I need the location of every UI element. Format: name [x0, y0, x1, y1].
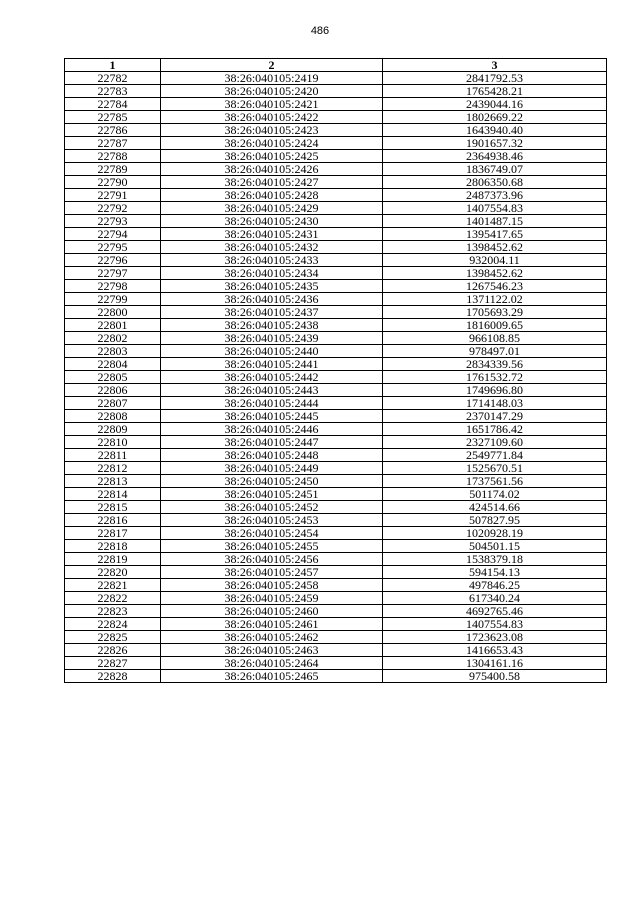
cadastral-number-cell: 38:26:040105:2446	[161, 423, 383, 436]
value-cell: 1407554.83	[383, 202, 607, 215]
value-cell: 1836749.07	[383, 163, 607, 176]
cadastral-number-cell: 38:26:040105:2451	[161, 488, 383, 501]
table-row	[65, 540, 607, 553]
cadastral-number-cell: 38:26:040105:2442	[161, 371, 383, 384]
row-number-cell: 22794	[65, 228, 161, 241]
row-number-cell: 22798	[65, 280, 161, 293]
cadastral-number-cell: 38:26:040105:2460	[161, 605, 383, 618]
value-cell: 1416653.43	[383, 644, 607, 657]
value-cell: 2327109.60	[383, 436, 607, 449]
table-row	[65, 319, 607, 332]
column-header-1: 1	[65, 59, 161, 72]
cadastral-number-cell: 38:26:040105:2431	[161, 228, 383, 241]
table-row	[65, 449, 607, 462]
value-cell: 1525670.51	[383, 462, 607, 475]
row-number-cell: 22806	[65, 384, 161, 397]
row-number-cell: 22791	[65, 189, 161, 202]
value-cell: 1395417.65	[383, 228, 607, 241]
value-cell: 594154.13	[383, 566, 607, 579]
cadastral-number-cell: 38:26:040105:2447	[161, 436, 383, 449]
cadastral-number-cell: 38:26:040105:2453	[161, 514, 383, 527]
value-cell: 2834339.56	[383, 358, 607, 371]
cadastral-number-cell: 38:26:040105:2444	[161, 397, 383, 410]
row-number-cell: 22820	[65, 566, 161, 579]
table-row	[65, 280, 607, 293]
value-cell: 1705693.29	[383, 306, 607, 319]
value-cell: 1398452.62	[383, 241, 607, 254]
cadastral-number-cell: 38:26:040105:2424	[161, 137, 383, 150]
cadastral-number-cell: 38:26:040105:2449	[161, 462, 383, 475]
row-number-cell: 22805	[65, 371, 161, 384]
cadastral-number-cell: 38:26:040105:2425	[161, 150, 383, 163]
row-number-cell: 22790	[65, 176, 161, 189]
table-row	[65, 254, 607, 267]
row-number-cell: 22813	[65, 475, 161, 488]
row-number-cell: 22784	[65, 98, 161, 111]
value-cell: 1765428.21	[383, 85, 607, 98]
cadastral-number-cell: 38:26:040105:2462	[161, 631, 383, 644]
table-row	[65, 85, 607, 98]
table-row	[65, 579, 607, 592]
cadastral-number-cell: 38:26:040105:2461	[161, 618, 383, 631]
value-cell: 1401487.15	[383, 215, 607, 228]
row-number-cell: 22801	[65, 319, 161, 332]
value-cell: 2370147.29	[383, 410, 607, 423]
table-row	[65, 423, 607, 436]
table-row	[65, 397, 607, 410]
table-row	[65, 267, 607, 280]
cadastral-number-cell: 38:26:040105:2448	[161, 449, 383, 462]
table-row	[65, 345, 607, 358]
table-row	[65, 462, 607, 475]
value-cell: 2487373.96	[383, 189, 607, 202]
table-row	[65, 553, 607, 566]
table-row	[65, 72, 607, 85]
header-row	[65, 59, 607, 72]
row-number-cell: 22804	[65, 358, 161, 371]
table-row	[65, 98, 607, 111]
value-cell: 932004.11	[383, 254, 607, 267]
table-row	[65, 371, 607, 384]
registry-table	[64, 58, 607, 683]
cadastral-number-cell: 38:26:040105:2421	[161, 98, 383, 111]
row-number-cell: 22795	[65, 241, 161, 254]
value-cell: 507827.95	[383, 514, 607, 527]
value-cell: 966108.85	[383, 332, 607, 345]
cadastral-number-cell: 38:26:040105:2459	[161, 592, 383, 605]
row-number-cell: 22824	[65, 618, 161, 631]
cadastral-number-cell: 38:26:040105:2454	[161, 527, 383, 540]
row-number-cell: 22789	[65, 163, 161, 176]
row-number-cell: 22799	[65, 293, 161, 306]
row-number-cell: 22802	[65, 332, 161, 345]
cadastral-number-cell: 38:26:040105:2434	[161, 267, 383, 280]
cadastral-number-cell: 38:26:040105:2465	[161, 670, 383, 683]
table-body	[65, 72, 607, 683]
cadastral-number-cell: 38:26:040105:2455	[161, 540, 383, 553]
value-cell: 1901657.32	[383, 137, 607, 150]
table-row	[65, 137, 607, 150]
value-cell: 2549771.84	[383, 449, 607, 462]
row-number-cell: 22827	[65, 657, 161, 670]
row-number-cell: 22825	[65, 631, 161, 644]
cadastral-number-cell: 38:26:040105:2437	[161, 306, 383, 319]
value-cell: 975400.58	[383, 670, 607, 683]
table-row	[65, 293, 607, 306]
row-number-cell: 22787	[65, 137, 161, 150]
value-cell: 2841792.53	[383, 72, 607, 85]
cadastral-number-cell: 38:26:040105:2441	[161, 358, 383, 371]
value-cell: 2364938.46	[383, 150, 607, 163]
cadastral-number-cell: 38:26:040105:2440	[161, 345, 383, 358]
table-row	[65, 527, 607, 540]
cadastral-number-cell: 38:26:040105:2463	[161, 644, 383, 657]
value-cell: 4692765.46	[383, 605, 607, 618]
cadastral-number-cell: 38:26:040105:2457	[161, 566, 383, 579]
row-number-cell: 22818	[65, 540, 161, 553]
table-row	[65, 631, 607, 644]
table-row	[65, 657, 607, 670]
value-cell: 2439044.16	[383, 98, 607, 111]
table-row	[65, 176, 607, 189]
cadastral-number-cell: 38:26:040105:2458	[161, 579, 383, 592]
row-number-cell: 22796	[65, 254, 161, 267]
row-number-cell: 22819	[65, 553, 161, 566]
table-row	[65, 514, 607, 527]
row-number-cell: 22807	[65, 397, 161, 410]
table-row	[65, 306, 607, 319]
table-row	[65, 410, 607, 423]
table-row	[65, 592, 607, 605]
row-number-cell: 22810	[65, 436, 161, 449]
row-number-cell: 22788	[65, 150, 161, 163]
value-cell: 1761532.72	[383, 371, 607, 384]
table-row	[65, 501, 607, 514]
value-cell: 1020928.19	[383, 527, 607, 540]
cadastral-number-cell: 38:26:040105:2439	[161, 332, 383, 345]
table-row	[65, 605, 607, 618]
table-row	[65, 241, 607, 254]
row-number-cell: 22826	[65, 644, 161, 657]
value-cell: 617340.24	[383, 592, 607, 605]
row-number-cell: 22823	[65, 605, 161, 618]
row-number-cell: 22808	[65, 410, 161, 423]
row-number-cell: 22783	[65, 85, 161, 98]
value-cell: 1407554.83	[383, 618, 607, 631]
table-row	[65, 618, 607, 631]
cadastral-number-cell: 38:26:040105:2426	[161, 163, 383, 176]
table-row	[65, 150, 607, 163]
table-row	[65, 111, 607, 124]
cadastral-number-cell: 38:26:040105:2419	[161, 72, 383, 85]
value-cell: 1651786.42	[383, 423, 607, 436]
cadastral-number-cell: 38:26:040105:2436	[161, 293, 383, 306]
row-number-cell: 22812	[65, 462, 161, 475]
value-cell: 1304161.16	[383, 657, 607, 670]
row-number-cell: 22782	[65, 72, 161, 85]
table-row	[65, 358, 607, 371]
row-number-cell: 22797	[65, 267, 161, 280]
table-row	[65, 189, 607, 202]
table-header	[65, 59, 607, 72]
row-number-cell: 22800	[65, 306, 161, 319]
value-cell: 501174.02	[383, 488, 607, 501]
row-number-cell: 22785	[65, 111, 161, 124]
row-number-cell: 22803	[65, 345, 161, 358]
value-cell: 1267546.23	[383, 280, 607, 293]
table-row	[65, 488, 607, 501]
table-row	[65, 124, 607, 137]
table-row	[65, 202, 607, 215]
value-cell: 2806350.68	[383, 176, 607, 189]
value-cell: 1802669.22	[383, 111, 607, 124]
row-number-cell: 22822	[65, 592, 161, 605]
cadastral-number-cell: 38:26:040105:2432	[161, 241, 383, 254]
value-cell: 978497.01	[383, 345, 607, 358]
table-row	[65, 436, 607, 449]
row-number-cell: 22786	[65, 124, 161, 137]
row-number-cell: 22817	[65, 527, 161, 540]
table-row	[65, 475, 607, 488]
cadastral-number-cell: 38:26:040105:2420	[161, 85, 383, 98]
row-number-cell: 22815	[65, 501, 161, 514]
value-cell: 497846.25	[383, 579, 607, 592]
cadastral-number-cell: 38:26:040105:2422	[161, 111, 383, 124]
value-cell: 1816009.65	[383, 319, 607, 332]
cadastral-number-cell: 38:26:040105:2452	[161, 501, 383, 514]
value-cell: 1398452.62	[383, 267, 607, 280]
cadastral-number-cell: 38:26:040105:2427	[161, 176, 383, 189]
cadastral-number-cell: 38:26:040105:2456	[161, 553, 383, 566]
table-row	[65, 670, 607, 683]
cadastral-number-cell: 38:26:040105:2428	[161, 189, 383, 202]
row-number-cell: 22814	[65, 488, 161, 501]
row-number-cell: 22793	[65, 215, 161, 228]
cadastral-number-cell: 38:26:040105:2423	[161, 124, 383, 137]
table-row	[65, 566, 607, 579]
row-number-cell: 22821	[65, 579, 161, 592]
value-cell: 1737561.56	[383, 475, 607, 488]
cadastral-number-cell: 38:26:040105:2450	[161, 475, 383, 488]
value-cell: 424514.66	[383, 501, 607, 514]
row-number-cell: 22792	[65, 202, 161, 215]
column-header-3: 3	[383, 59, 607, 72]
value-cell: 1723623.08	[383, 631, 607, 644]
page-number: 486	[310, 25, 330, 37]
row-number-cell: 22816	[65, 514, 161, 527]
cadastral-number-cell: 38:26:040105:2429	[161, 202, 383, 215]
table-row	[65, 384, 607, 397]
table-row	[65, 215, 607, 228]
cadastral-number-cell: 38:26:040105:2443	[161, 384, 383, 397]
value-cell: 504501.15	[383, 540, 607, 553]
value-cell: 1714148.03	[383, 397, 607, 410]
cadastral-number-cell: 38:26:040105:2464	[161, 657, 383, 670]
value-cell: 1749696.80	[383, 384, 607, 397]
cadastral-number-cell: 38:26:040105:2430	[161, 215, 383, 228]
cadastral-number-cell: 38:26:040105:2435	[161, 280, 383, 293]
value-cell: 1538379.18	[383, 553, 607, 566]
cadastral-number-cell: 38:26:040105:2445	[161, 410, 383, 423]
row-number-cell: 22811	[65, 449, 161, 462]
cadastral-number-cell: 38:26:040105:2433	[161, 254, 383, 267]
cadastral-number-cell: 38:26:040105:2438	[161, 319, 383, 332]
table-row	[65, 644, 607, 657]
table-row	[65, 332, 607, 345]
row-number-cell: 22809	[65, 423, 161, 436]
table-row	[65, 163, 607, 176]
value-cell: 1371122.02	[383, 293, 607, 306]
row-number-cell: 22828	[65, 670, 161, 683]
column-header-2: 2	[161, 59, 383, 72]
value-cell: 1643940.40	[383, 124, 607, 137]
table-row	[65, 228, 607, 241]
